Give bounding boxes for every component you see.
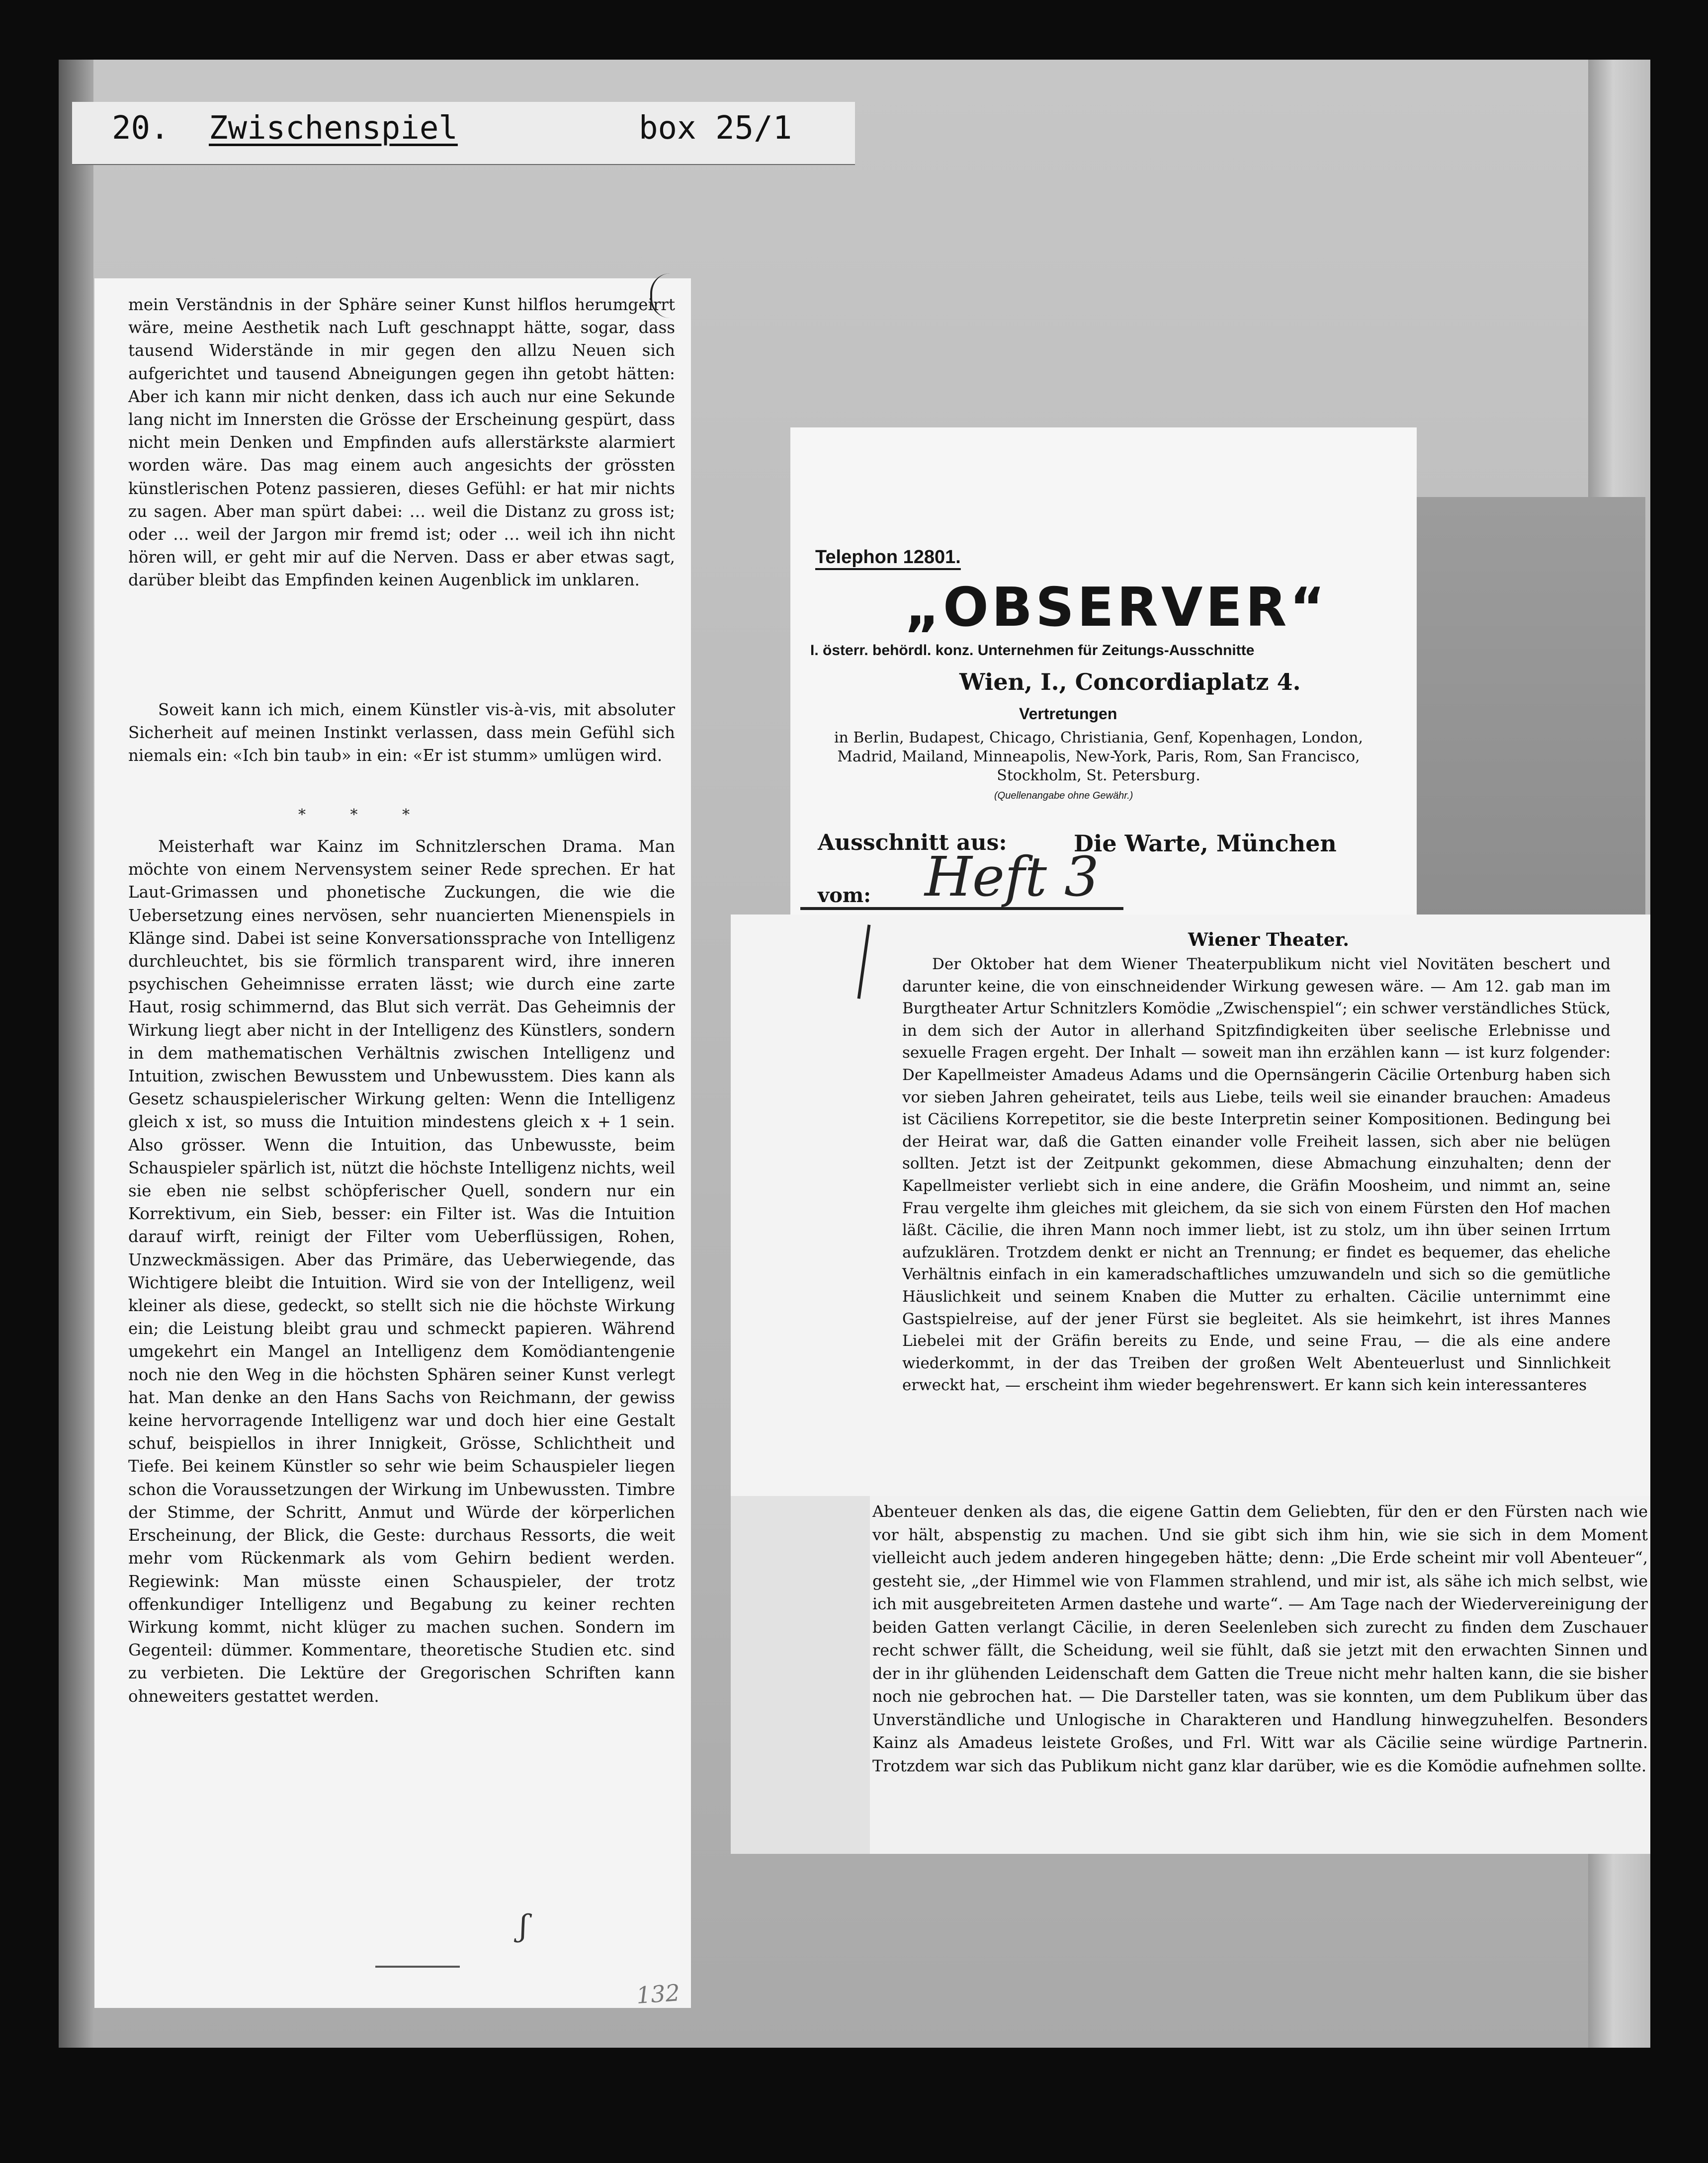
clipping-from-label: Ausschnitt aus: xyxy=(818,830,1007,855)
pencil-page-number: 132 xyxy=(635,1979,681,2009)
article-paragraph-2: Soweit kann ich mich, einem Künstler vis-à-vis, mit absoluter Sicherheit auf meinen Instinkt verlassen, dass mein Gefühl sich niemals ein: «Ich bin taub» in ein: «Er ist stumm» umlügen wird. xyxy=(128,700,675,765)
clipping-source-name: Die Warte, München xyxy=(1074,830,1337,857)
observer-agencies-label: Vertretungen xyxy=(1019,705,1117,723)
clipping-mount-gap xyxy=(731,1496,870,1854)
observer-source-note: (Quellenangabe ohne Gewähr.) xyxy=(994,790,1133,801)
article-end-rule xyxy=(375,1966,460,1968)
sheet-left-edge xyxy=(59,60,93,2048)
clipping-date-label: vom: xyxy=(818,884,871,907)
box-number: box 25/1 xyxy=(639,110,792,147)
observer-subtitle: I. österr. behördl. konz. Unternehmen für Zeitungs-Ausschnitte xyxy=(810,642,1255,659)
observer-brand: „OBSERVER“ xyxy=(905,577,1328,639)
folder-title: Zwischenspiel xyxy=(209,110,458,147)
folder-number: 20. xyxy=(112,110,170,147)
handwritten-issue-note: Heft 3 xyxy=(925,845,1099,909)
observer-telephone: Telephon 12801. xyxy=(815,547,961,568)
clipping-headline: Wiener Theater. xyxy=(1188,929,1349,950)
article-paragraph-3: Meisterhaft war Kainz im Schnitzlerschen Drama. Man möchte von einem Nervensystem seiner Rede sprechen. Er hat Laut-Grimassen und phonetische Zuckungen, die wie die Uebersetzung eines nervösen, sehr nuancierten Mienenspiels in Klänge sind. Dabei ist seine Konversationssprache von Intelligenz durchleuchtet, bis sie förmlich transparent wird, ihre inneren psychischen Geheimnisse erraten lässt; wie durch eine zarte Haut, rosig schimmernd, das Blut sich verrät. Das Geheimnis der Wirkung liegt aber nicht in der Intelligenz des Künstlers, sondern in dem mathematischen Verhältnis zwischen Intelligenz und Intuition, zwischen Bewusstem und Unbewusstem. Dies kann als Gesetz schauspielerischer Wirkung gelten: Wenn die Intelligenz gleich x ist, so muss die Intuition mindestens gleich x + 1 sein. Also grösser. Wenn die Intuition, das Unbewusste, beim Schauspieler spärlich ist, nützt die höchste Intelligenz nichts, weil sie eben nie selbst schöpferischer Quell, sondern nur ein Korrektivum, ein Sieb, besser: ein Filter ist. Was die Intuition darauf wirft, reinigt der Filter vom Ueberflüssigen, Rohen, Unzweckmässigen. Aber das Primäre, das Ueberwiegende, das Wichtigere bleibt die Intuition. Wird sie von der Intelligenz, weil kleiner als diese, gedeckt, so stellt sich nie die höchste Wirkung ein; die Leistung bleibt grau und schmeckt papieren. Während umgekehrt ein Mangel an Intelligenz dem Komödiantengenie noch nie den Weg in die höchsten Sphären seiner Kunst verlegt hat. Man denke an den Hans Sachs von Reichmann, der gewiss keine hervorragende Intelligenz war und doch hier eine Gestalt schuf, beispiellos in ihrer Innigkeit, Grösse, Schlichtheit und Tiefe. Bei keinem Künstler so sehr wie beim Schauspieler liegen schon die Voraussetzungen der Wirkung im Unbewussten. Timbre der Stimme, der Schritt, Anmut und Würde der körperlichen Erscheinung, der Blick, die Geste: durchaus Ressorts, die weit mehr vom Rückenmark als vom Gehirn bedient werden. Regiewink: Man müsste einen Schauspieler, der trotz offenkundiger Intelligenz und Begabung zu keiner rechten Wirkung kommt, nicht klüger zu machen suchen. Sondern im Gegenteil: dümmer. Kommentare, theoretische Studien etc. sind zu verbieten. Die Lektüre der Gregorischen Schriften kann ohneweiters gestattet werden. xyxy=(128,837,675,1706)
pencil-check-mark: ʃ xyxy=(519,1909,528,1943)
section-separator: * * * xyxy=(298,806,430,824)
observer-cities: in Berlin, Budapest, Chicago, Christiania, Genf, Kopenhagen, London, Madrid, Mailand, Minneapolis, New-York, Paris, Rom, San Francisco, Stockholm, St. Petersburg. xyxy=(834,729,1364,784)
observer-address: Wien, I., Concordiaplatz 4. xyxy=(959,668,1301,695)
article-paragraph-1: mein Verständnis in der Sphäre seiner Kunst hilflos herumgeirrt wäre, meine Aesthetik nach Luft geschnappt hätte, sogar, dass tausend Widerstände in mir gegen den allzu Neuen sich aufgerichtet und tausend Abneigungen gegen ihn getobt hätten: Aber ich kann mir nicht denken, dass ich auch nur eine Sekunde lang nicht im Innersten die Grösse der Erscheinung gespürt, dass nicht mein Denken und Empfinden aufs allerstärkste alarmiert worden wäre. Das mag einem auch angesichts der grössten künstlerischen Potenz passieren, dieses Gefühl: er hat mir nichts zu sagen. Aber man spürt dabei: … weil die Distanz zu gross ist; oder … weil der Jargon mir fremd ist; oder … weil ich ihn nicht hören will, er geht mir auf die Nerven. Dass er aber etwas sagt, darüber bleibt das Empfinden keinen Augenblick im unklaren. xyxy=(128,295,675,590)
clipping-text-part-2: Abenteuer denken als das, die eigene Gattin dem Geliebten, für den er den Fürsten nach wie vor hält, abspenstig zu machen. Und sie gibt sich ihm hin, wie sie sich in dem Moment vielleicht auch jedem anderen hingegeben hätte; denn: „Die Erde scheint mir voll Abenteuer“, gesteht sie, „der Himmel wie von Flammen strahlend, und mir ist, als sähe ich mich selbst, wie ich mit ausgebreiteten Armen dastehe und warte“. — Am Tage nach der Wiedervereinigung der beiden Gatten verlangt Cäcilie, in deren Seelenleben sich zurecht zu finden dem Zuschauer recht schwer fällt, die Scheidung, weil sie fühlt, daß sie jetzt mit den erwachten Sinnen und der in ihr glühenden Leidenschaft dem Gatten die Treue nicht mehr halten kann, die sie bisher noch nie gebrochen hat. — Die Darsteller taten, was sie konnten, um dem Publikum über das Unverständliche und Unlogische in Charakteren und Handlung hinwegzuhelfen. Besonders Kainz als Amadeus leistete Großes, und Frl. Witt war als Cäcilie seine würdige Partnerin. Trotzdem war sich das Publikum nicht ganz klar darüber, wie es die Komödie aufnehmen sollte. xyxy=(872,1502,1648,1775)
clipping-text-part-1: Der Oktober hat dem Wiener Theaterpublikum nicht viel Novitäten beschert und darunter keine, die von einschneidender Wirkung gewesen wäre. — Am 12. gab man im Burgtheater Artur Schnitzlers Komödie „Zwischenspiel“; ein schwer verständliches Stück, in dem sich der Autor in allerhand Spitzfindigkeiten über seelische Erlebnisse und sexuelle Fragen ergeht. Der Inhalt — soweit man ihn erzählen kann — ist kurz folgender: Der Kapellmeister Amadeus Adams und die Opernsängerin Cäcilie Ortenburg haben sich vor sieben Jahren geheiratet, teils aus Liebe, teils weil sie einander brauchen: Amadeus ist Cäciliens Korrepetitor, sie die beste Interpretin seiner Kompositionen. Bedingung bei der Heirat war, daß die Gatten einander volle Freiheit lassen, sich aber nie belügen sollten. Jetzt ist der Zeitpunkt gekommen, diese Abmachung einzuhalten; denn der Kapellmeister verliebt sich in eine andere, die Gräfin Moosheim, und nimmt an, seine Frau vergelte ihm gleiches mit gleichem, da sie sich von einem Fürsten den Hof machen läßt. Cäcilie, die ihren Mann noch immer liebt, ist zu stolz, um ihn über seinen Irrtum aufzuklären. Trotzdem denkt er nicht an Trennung; er findet es bequemer, das eheliche Verhältnis einfach in ein kameradschaftliches umzuwandeln und sich so die gemütliche Häuslichkeit und seinem Knaben die Mutter zu erhalten. Cäcilie unternimmt eine Gastspielreise, auf der jener Fürst sie begleitet. Als sie heimkehrt, ist ihres Mannes Liebelei mit der Gräfin bereits zu Ende, und seine Frau, — die als eine andere wiederkommt, in der das Treiben der großen Welt Abenteuerlust und Sinnlichkeit erweckt hat, — erscheint ihm wieder begehrenswert. Er kann sich kein interessanteres xyxy=(902,955,1611,1395)
